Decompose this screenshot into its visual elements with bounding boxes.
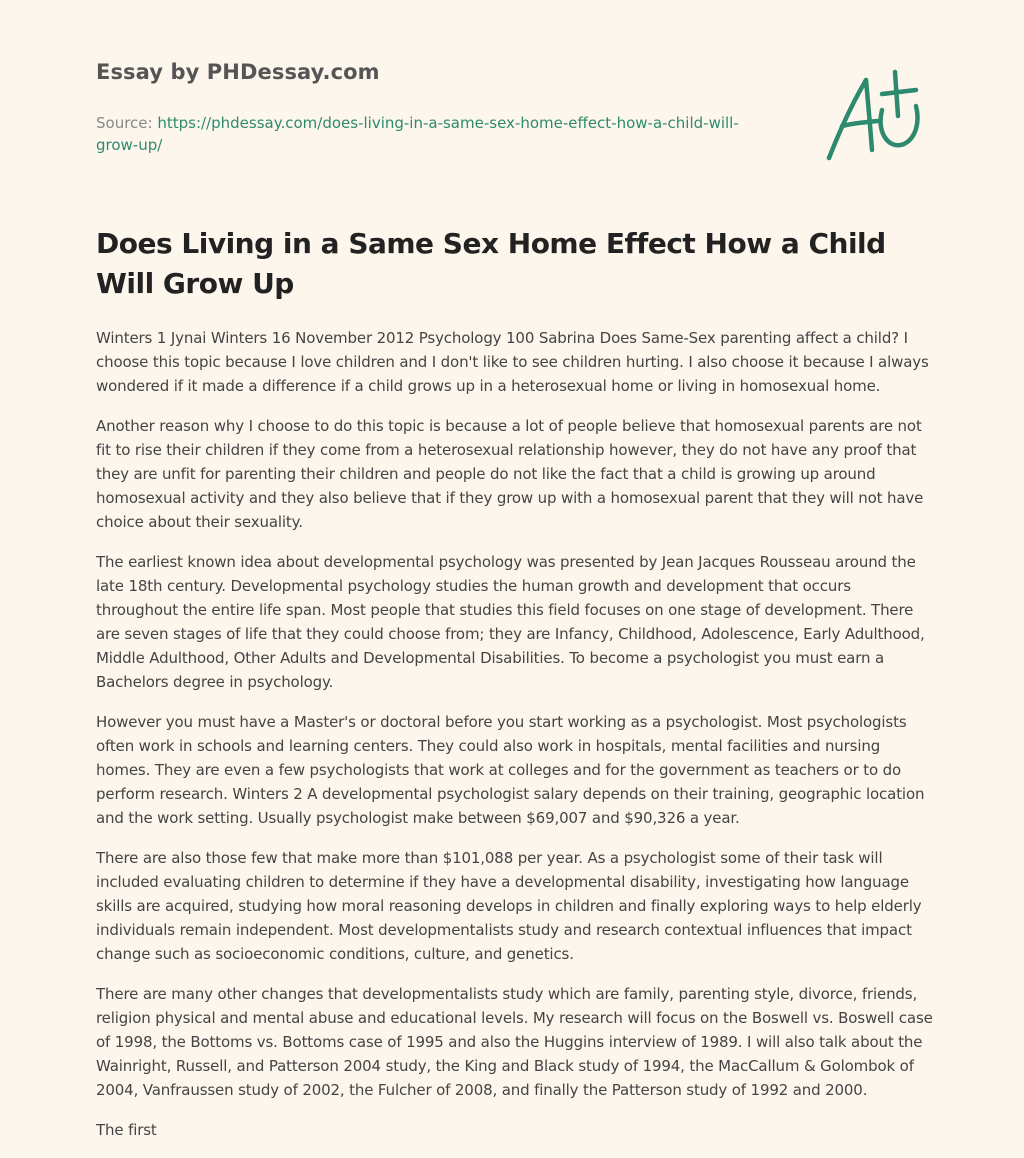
paragraph: Another reason why I choose to do this topic is because a lot of people believe that homosexual parents are not fit to rise their children if they come from a heterosexual relationship however, they do not have any proof that they are unfit for parenting their children and people do not like the fact that a child is growing up around homosexual activity and they also believe that if they grow up with a homosexual parent that they will not have choice about their sexuality. <box>96 417 924 531</box>
paragraph: There are many other changes that developmentalists study which are family, parenting style, divorce, friends, religion physical and mental abuse and educational levels. My research will focus on the Boswell vs. Boswell case of 1998, the Bottoms vs. Bottoms case of 1995 and also the Huggins interview of 1989. I will also talk about the Wainright, Russell, and Patterson 2004 study, the King and Black study of 1994, the MacCallum & Golombok of 2004, Vanfraussen study of 2002, the Fulcher of 2008, and finally the Patterson study of 1992 and 2000. <box>96 985 933 1099</box>
a-plus-grade-logo-icon <box>820 68 930 168</box>
paragraph: The first <box>96 1121 157 1139</box>
source-link[interactable]: https://phdessay.com/does-living-in-a-same-sex-home-effect-how-a-child-will-grow-up/ <box>96 114 739 154</box>
paragraph: Winters 1 Jynai Winters 16 November 2012 Psychology 100 Sabrina Does Same-Sex parenting affect a child? I choose this topic because I love children and I don't like to see children hurting. I also choose it because I always wondered if it made a difference if a child grows up in a heterosexual home or living in homosexual home. <box>96 329 929 395</box>
article-body <box>96 326 936 1158</box>
site-header <box>96 60 796 84</box>
paragraph: The earliest known idea about developmental psychology was presented by Jean Jacques Rousseau around the late 18th century. Developmental psychology studies the human growth and development that occurs throughout the entire life span. Most people that studies this field focuses on one stage of development. There are seven stages of life that they could choose from; they are Infancy, Childhood, Adolescence, Early Adulthood, Middle Adulthood, Other Adults and Developmental Disabilities. To become a psychologist you must earn a Bachelors degree in psychology. <box>96 553 925 691</box>
source-line <box>96 112 776 156</box>
paragraph: There are also those few that make more than $101,088 per year. As a psychologist some of their task will included evaluating children to determine if they have a developmental disability, investigating how language skills are acquired, studying how moral reasoning develops in children and finally exploring ways to help elderly individuals remain independent. Most developmentalists study and research contextual influences that impact change such as socioeconomic conditions, culture, and genetics. <box>96 849 922 963</box>
paragraph: However you must have a Master's or doctoral before you start working as a psychologist. Most psychologists often work in schools and learning centers. They could also work in hospitals, mental facilities and nursing homes. They are even a few psychologists that work at colleges and for the government as teachers or to do perform research. Winters 2 A developmental psychologist salary depends on their training, geographic location and the work setting. Usually psychologist make between $69,007 and $90,326 a year. <box>96 713 925 827</box>
article-title: Does Living in a Same Sex Home Effect How a Child Will Grow Up <box>96 227 886 300</box>
site-brand: Essay by PHDessay.com <box>96 60 380 84</box>
source-label: Source: <box>96 114 153 132</box>
